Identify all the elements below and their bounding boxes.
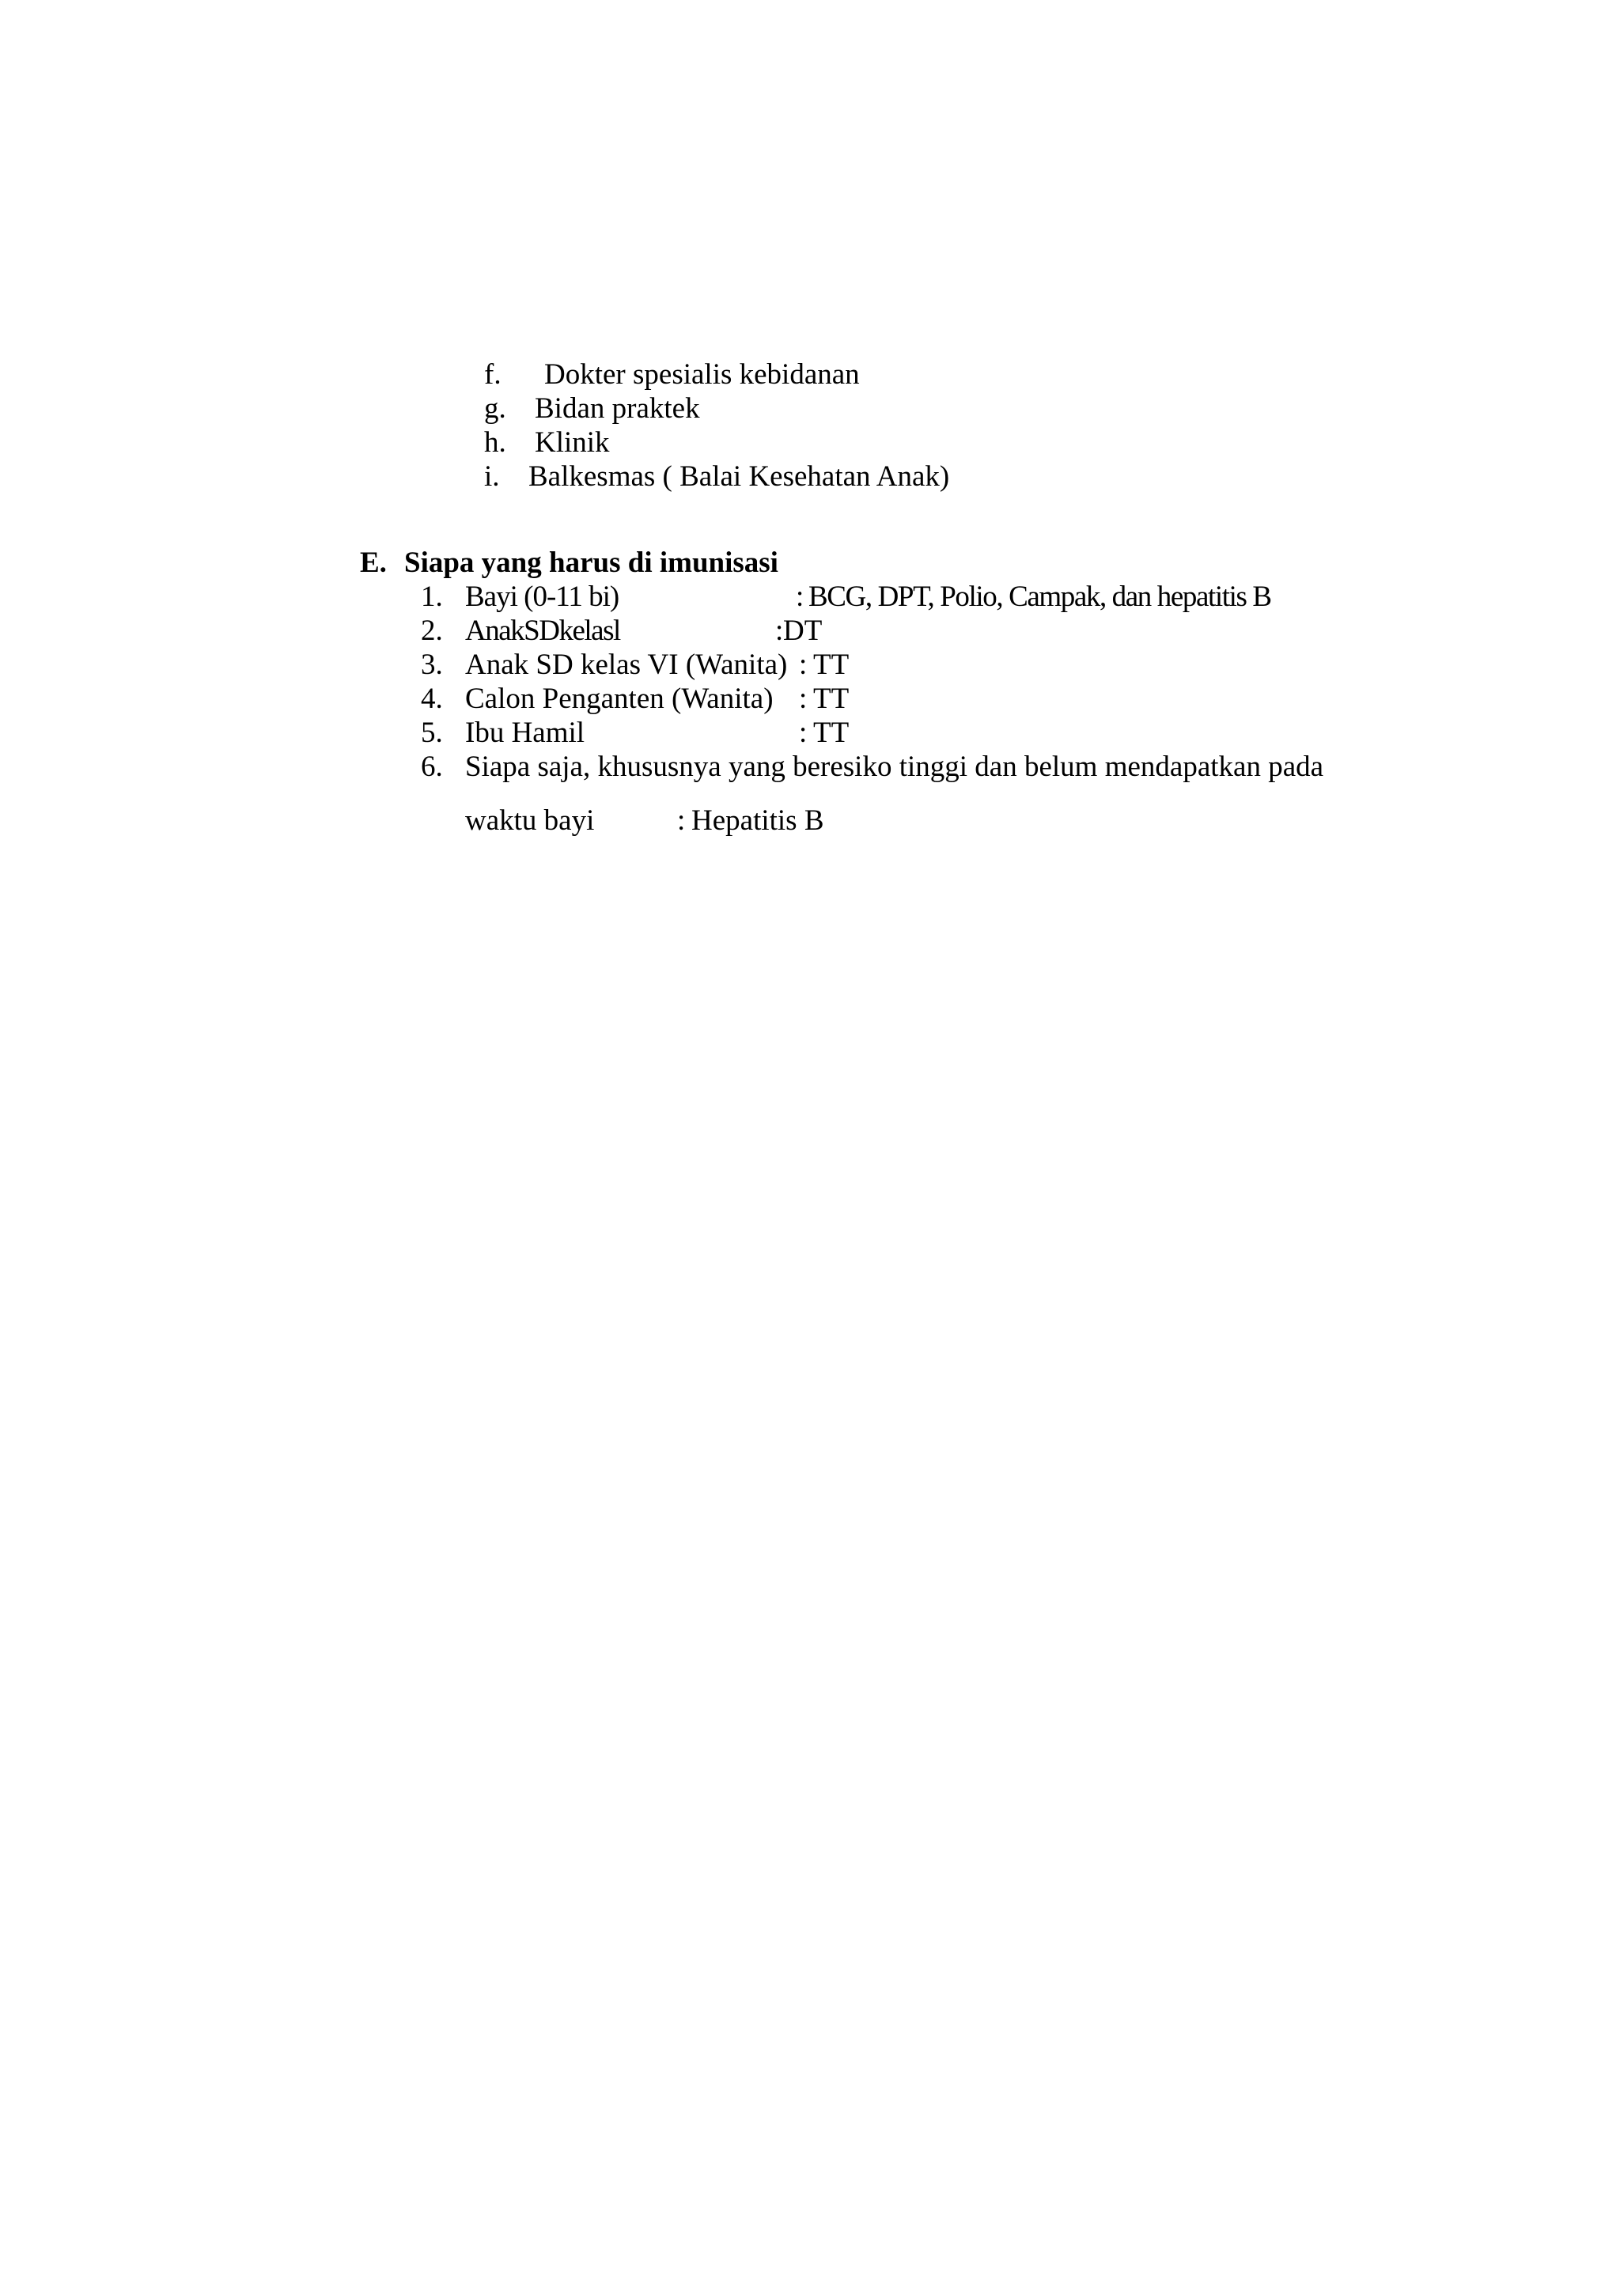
list-item-label: Calon Penganten (Wanita) — [465, 683, 774, 715]
section-title: Siapa yang harus di imunisasi — [404, 547, 778, 579]
list-item-separator: : — [799, 683, 808, 715]
list-marker: i. — [484, 460, 500, 493]
list-item-text: Bidan praktek — [535, 392, 700, 425]
list-item-label: Bayi (0-11 bi) — [465, 581, 619, 613]
section-marker: E. — [360, 547, 387, 579]
list-item-continuation-text: waktu bayi — [465, 804, 595, 837]
list-item-label: Anak SD kelas VI (Wanita) — [465, 649, 788, 681]
list-marker: 1. — [421, 581, 443, 613]
list-item — [0, 684, 1620, 719]
list-marker: 4. — [421, 683, 443, 715]
list-item-value: BCG, DPT, Polio, Campak, dan hepatitis B — [808, 581, 1271, 613]
list-marker: 5. — [421, 717, 443, 749]
list-item-text: Klinik — [535, 426, 610, 459]
list-item-value: TT — [813, 683, 850, 715]
list-marker: 3. — [421, 649, 443, 681]
list-item-separator: : — [799, 717, 808, 749]
list-item — [0, 360, 1620, 395]
list-item-value: Hepatitis B — [691, 804, 824, 837]
list-item — [0, 394, 1620, 429]
list-item — [0, 650, 1620, 685]
list-item — [0, 428, 1620, 463]
list-marker: f. — [484, 358, 502, 391]
list-item — [0, 718, 1620, 753]
list-item — [0, 616, 1620, 651]
list-item-value: TT — [813, 717, 850, 749]
list-marker: 6. — [421, 751, 443, 783]
list-item-separator: : — [677, 804, 686, 837]
list-item-label: AnakSDkelasl — [465, 615, 620, 647]
list-item-value: DT — [783, 615, 823, 647]
section-heading — [0, 548, 1620, 583]
list-item-label: Siapa saja, khususnya yang beresiko tinggi dan belum mendapatkan pada — [465, 751, 1324, 783]
list-item — [0, 582, 1620, 617]
list-item-label: Ibu Hamil — [465, 717, 585, 749]
list-item — [0, 462, 1620, 497]
list-item-separator: : — [796, 581, 804, 613]
list-item-separator: : — [775, 615, 784, 647]
list-marker: h. — [484, 426, 506, 459]
list-marker: 2. — [421, 615, 443, 647]
list-item — [0, 752, 1620, 787]
list-item-text: Balkesmas ( Balai Kesehatan Anak) — [528, 460, 950, 493]
list-marker: g. — [484, 392, 506, 425]
list-item-separator: : — [799, 649, 808, 681]
list-item-continuation — [0, 806, 1620, 841]
list-item-text: Dokter spesialis kebidanan — [544, 358, 860, 391]
list-item-value: TT — [813, 649, 850, 681]
